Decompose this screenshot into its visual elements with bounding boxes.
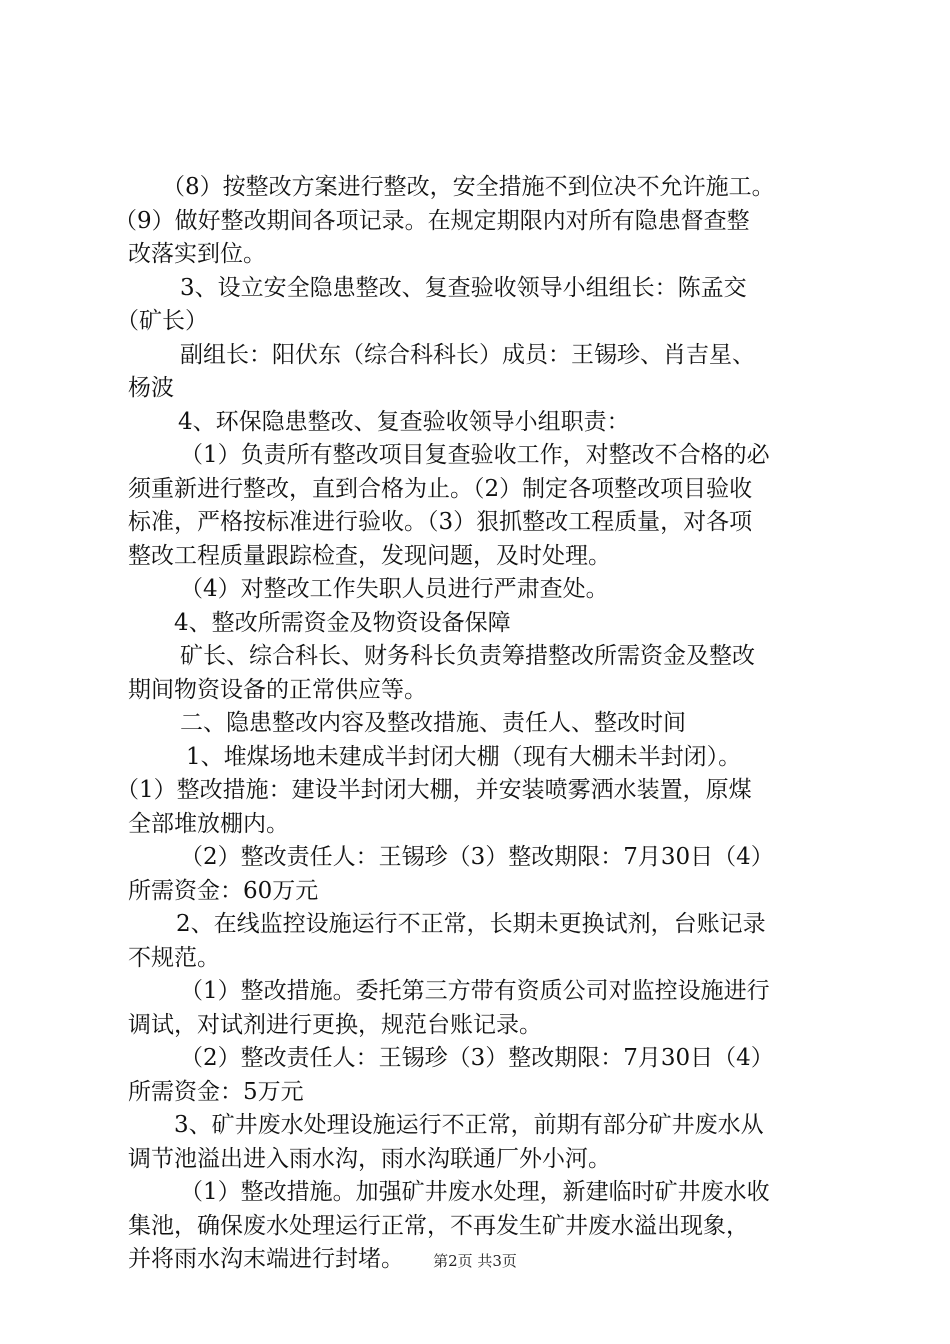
text-line: （1）负责所有整改项目复查验收工作，对整改不合格的必	[180, 442, 770, 468]
text-line: 二、隐患整改内容及整改措施、责任人、整改时间	[180, 710, 686, 736]
document-body	[114, 171, 838, 1277]
text-line: 3、矿井废水处理设施运行不正常，前期有部分矿井废水从	[174, 1112, 764, 1138]
text-line: 3、设立安全隐患整改、复查验收领导小组组长：陈孟交	[180, 274, 747, 301]
text-line: 所需资金：5万元	[128, 1078, 304, 1105]
text-line: 1、堆煤场地未建成半封闭大棚（现有大棚未半封闭）。	[186, 743, 742, 770]
text-line: 整改工程质量跟踪检查，发现问题，及时处理。	[128, 542, 611, 569]
text-line: 2、在线监控设施运行不正常，长期未更换试剂，台账记录	[176, 911, 766, 937]
text-line: 杨波	[128, 375, 174, 401]
text-line: （矿长）	[116, 308, 208, 334]
text-line: 改落实到位。	[128, 241, 266, 267]
text-line: 副组长：阳伏东（综合科科长）成员：王锡珍、肖吉星、	[180, 341, 755, 368]
text-line: 所需资金：60万元	[128, 877, 319, 904]
text-line: （4）对整改工作失职人员进行严肃查处。	[180, 576, 609, 602]
text-line: 须重新进行整改，直到合格为止。（2）制定各项整改项目验收	[128, 475, 753, 502]
text-line: （2）整改责任人：王锡珍（3）整改期限：7月30日（4）	[180, 1045, 774, 1071]
text-line: （2）整改责任人：王锡珍（3）整改期限：7月30日（4）	[180, 844, 774, 870]
page-number-footer: 第2页 共3页	[433, 1252, 517, 1270]
text-line: （1）整改措施：建设半封闭大棚，并安装喷雾洒水装置，原煤	[116, 777, 752, 803]
text-line: 不规范。	[128, 944, 220, 971]
text-line: （1）整改措施。加强矿井废水处理，新建临时矿井废水收	[180, 1179, 770, 1205]
text-line: 标准，严格按标准进行验收。（3）狠抓整改工程质量，对各项	[128, 509, 753, 535]
text-line: 期间物资设备的正常供应等。	[128, 676, 427, 703]
text-line: （1）整改措施。委托第三方带有资质公司对监控设施进行	[180, 978, 770, 1004]
text-line: 并将雨水沟末端进行封堵。	[128, 1246, 404, 1272]
text-line: 调节池溢出进入雨水沟，雨水沟联通厂外小河。	[128, 1145, 611, 1172]
text-line: 调试，对试剂进行更换，规范台账记录。	[128, 1011, 542, 1038]
text-line: 4、环保隐患整改、复查验收领导小组职责：	[178, 408, 630, 435]
text-line: 集池，确保废水处理运行正常，不再发生矿井废水溢出现象，	[128, 1212, 749, 1239]
text-line: 矿长、综合科长、财务科长负责筹措整改所需资金及整改	[180, 643, 755, 669]
text-line: 全部堆放棚内。	[128, 810, 289, 837]
text-line: （9）做好整改期间各项记录。在规定期限内对所有隐患督查整	[114, 207, 750, 234]
text-line: 4、整改所需资金及物资设备保障	[174, 609, 511, 636]
text-line: （8）按整改方案进行整改，安全措施不到位决不允许施工。	[162, 174, 775, 200]
